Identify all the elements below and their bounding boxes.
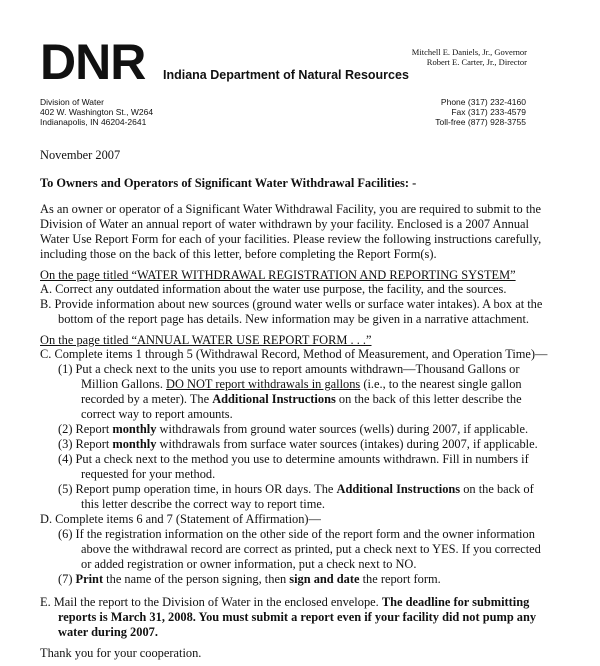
department-name: Indiana Department of Natural Resources [163,68,409,82]
item-1-line-2: Million Gallons. DO NOT report withdrawals in gallons (i.e., to the nearest single gallon [81,377,522,391]
item-6-line-2: above the withdrawal record are correct as printed, put a check next to YES. If you corrected [81,542,541,556]
item-2: (2) Report monthly withdrawals from ground water sources (wells) during 2007, if applicable. [58,422,529,436]
closing-line: Thank you for your cooperation. [40,646,202,660]
item-e: E. Mail the report to the Division of Water in the enclosed envelope. The deadline for submitting [40,595,530,609]
section-heading: On the page titled “WATER WITHDRAWAL REGISTRATION AND REPORTING SYSTEM” [40,268,516,282]
tollfree-line: Toll-free (877) 928-3755 [435,117,526,127]
letter-date: November 2007 [40,148,121,162]
fax-line: Fax (317) 233-4579 [451,107,526,117]
intro-line: Water Use Report Form for each of your facilities. Please review the following instructions carefully, [40,232,542,246]
contact-block [435,97,526,127]
item-c: C. Complete items 1 through 5 (Withdrawal Record, Method of Measurement, and Operation Time)— [40,347,548,361]
item-4: (4) Put a check next to the method you use to determine amounts withdrawn. Fill in numbers if [58,452,529,466]
item-1-line-3: recorded by a meter). The Additional Instructions on the back of this letter describe the [81,392,522,406]
officials-block [412,47,527,67]
item-e-line-2: reports is March 31, 2008. You must submit a report even if your facility did not pump any [58,610,537,624]
item-a: A. Correct any outdated information about the water use purpose, the facility, and the sources. [40,282,507,296]
item-d: D. Complete items 6 and 7 (Statement of Affirmation)— [40,512,321,526]
intro-line: including those on the back of this letter, before completing the Report Form(s). [40,247,437,261]
item-e-line-3: water during 2007. [58,625,158,639]
item-b: B. Provide information about new sources (ground water wells or surface water intakes). A box at the [40,297,543,311]
section-heading: On the page titled “ANNUAL WATER USE REPORT FORM . . .” [40,333,372,347]
item-7: (7) Print the name of the person signing, then sign and date the report form. [58,572,441,586]
salutation: To Owners and Operators of Significant Water Withdrawal Facilities: - [40,176,417,190]
item-5-line-2: this letter describe the correct way to report time. [81,497,325,511]
dnr-logo: DNR [40,34,146,90]
address-line-2: Indianapolis, IN 46204-2641 [40,117,147,127]
item-b-continued: bottom of the report page has details. New information may be given in a narrative attachment. [58,312,530,326]
address-line-1: 402 W. Washington St., W264 [40,107,154,117]
item-4-line-2: requested for your method. [81,467,216,481]
intro-line: As an owner or operator of a Significant Water Withdrawal Facility, you are required to submit to the [40,202,541,216]
governor-line: Mitchell E. Daniels, Jr., Governor [411,47,527,57]
item-5: (5) Report pump operation time, in hours OR days. The Additional Instructions on the back of [58,482,534,496]
director-line: Robert E. Carter, Jr., Director [426,57,527,67]
item-3: (3) Report monthly withdrawals from surface water sources (intakes) during 2007, if applicable. [58,437,538,451]
phone-line: Phone (317) 232-4160 [440,97,526,107]
address-block [40,97,153,127]
item-6-line-3: or added registration or owner information, put a check next to NO. [81,557,417,571]
item-6: (6) If the registration information on the other side of the report form and the owner information [58,527,535,541]
division-line: Division of Water [40,97,104,107]
item-1: (1) Put a check next to the units you use to report amounts withdrawn—Thousand Gallons or [58,362,520,376]
intro-line: Division of Water an annual report of water withdrawn by your facility. Enclosed is a 2007 Annual [40,217,529,231]
item-1-line-4: correct way to report amounts. [81,407,233,421]
gallons-warning: DO NOT report withdrawals in gallons [166,377,361,391]
